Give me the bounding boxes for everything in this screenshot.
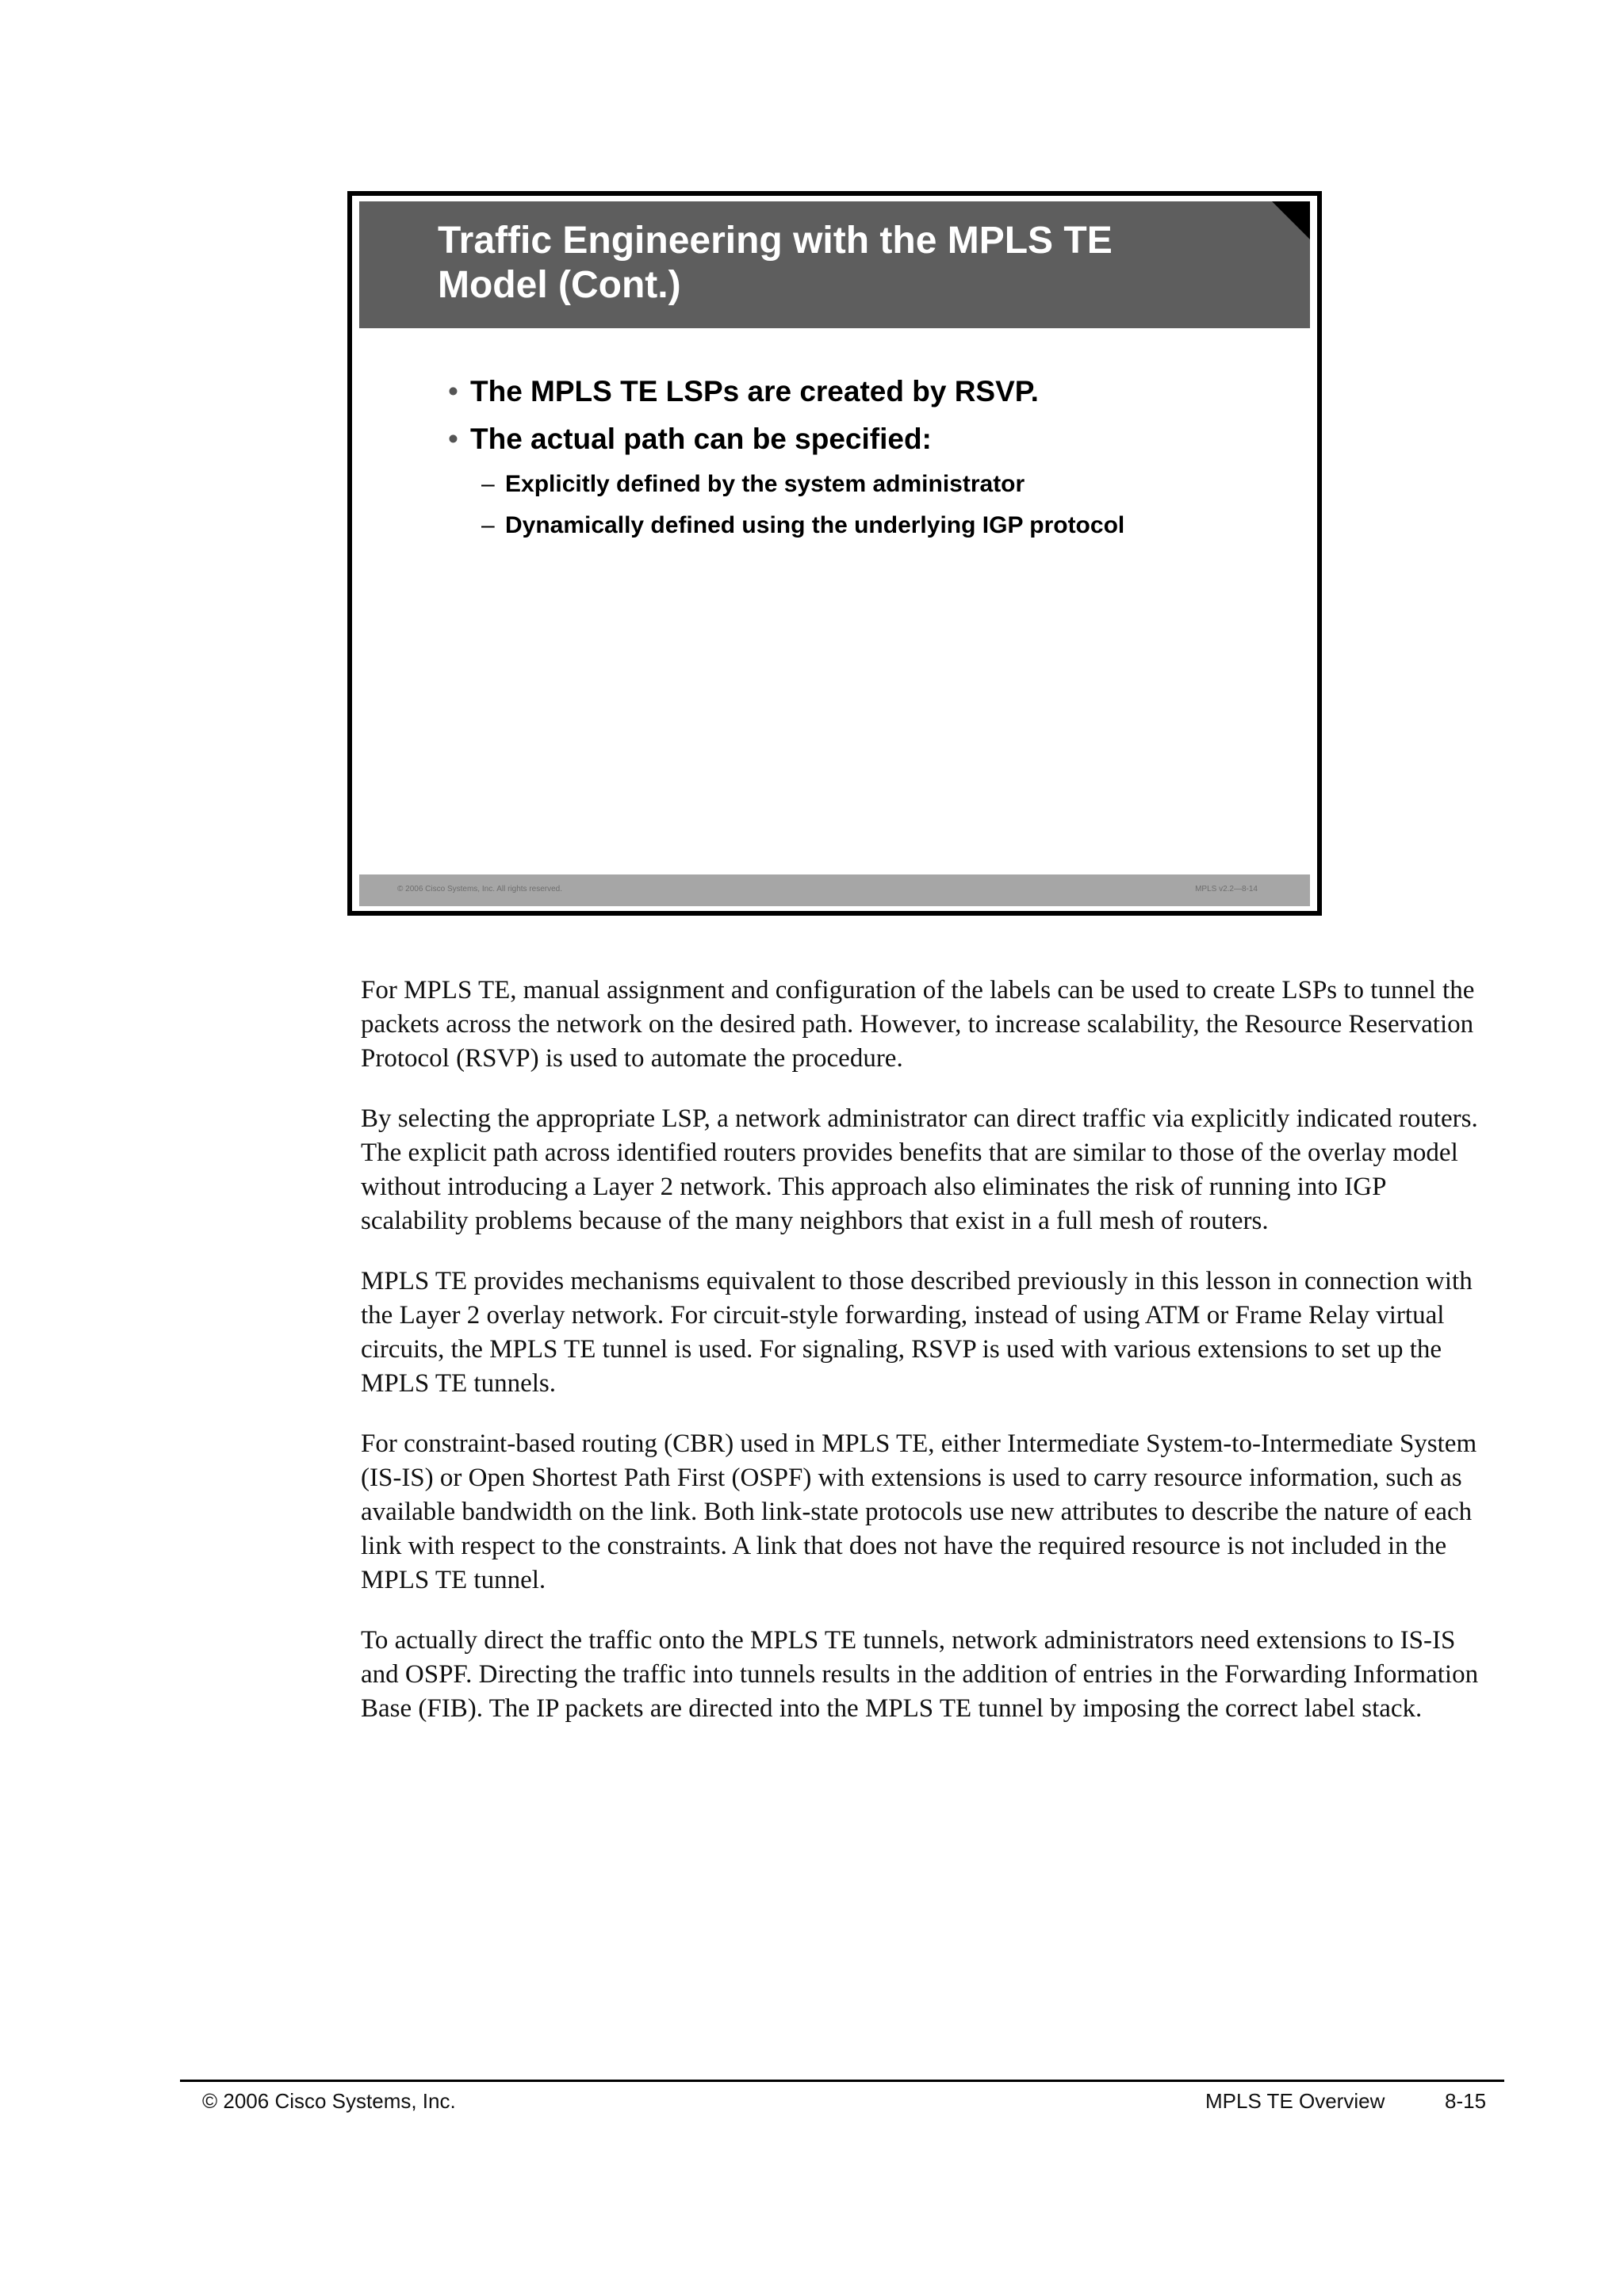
page-number: 8-15 [1445,2089,1487,2113]
body-paragraph: To actually direct the traffic onto the MPLS TE tunnels, network administrators need extensions to IS-IS and OSPF. Directing the traffic into tunnels results in the addition of entries in the Forwarding Information Base (FIB). The IP packets are directed into the MPLS TE tunnel by imposing the correct label stack. [361,1626,1479,1723]
page-footer-copyright: © 2006 Cisco Systems, Inc. [202,2089,456,2113]
slide-bullet [446,422,1287,457]
slide-frame [347,191,1322,916]
bullet-marker: • [448,375,458,408]
page-footer-section: MPLS TE Overview [1205,2089,1385,2113]
slide-bullet-list [446,374,1287,552]
slide-sub-bullet [446,469,1287,499]
slide-bullet-text: The MPLS TE LSPs are created by RSVP. [470,375,1039,408]
slide-sub-bullet-text: Explicitly defined by the system administrator [505,471,1025,497]
slide-bullet [446,374,1287,409]
dash-marker: – [481,512,495,538]
body-paragraph: For constraint-based routing (CBR) used in MPLS TE, either Intermediate System-to-Intermediate System (IS-IS) or Open Shortest Path First (OSPF) with extensions is used to carry resource information, such as available bandwidth on the link. Both link-state protocols use new attributes to describe the nature of each link with respect to the constraints. A link that does not have the required resource is not included in the MPLS TE tunnel. [361,1429,1477,1594]
slide-footer-id: MPLS v2.2—8-14 [1195,885,1258,894]
slide-bullet-text: The actual path can be specified: [470,423,932,455]
body-text [361,974,1495,1752]
slide-footer-copyright: © 2006 Cisco Systems, Inc. All rights reserved. [397,885,563,894]
slide-sub-bullet-text: Dynamically defined using the underlying IGP protocol [505,512,1125,538]
dash-marker: – [481,471,495,497]
body-paragraph: MPLS TE provides mechanisms equivalent to those described previously in this lesson in connection with the Layer 2 overlay network. For circuit-style forwarding, instead of using ATM or Frame Relay virtual circuits, the MPLS TE tunnel is used. For signaling, RSVP is used with various extensions to set up the MPLS TE tunnels. [361,1267,1473,1398]
slide-corner-triangle [1272,201,1310,239]
slide-title: Traffic Engineering with the MPLS TE Model (Cont.) [438,220,1113,306]
bullet-marker: • [448,423,458,455]
slide-footer [359,874,1310,906]
body-paragraph: For MPLS TE, manual assignment and configuration of the labels can be used to create LSPs to tunnel the packets across the network on the desired path. However, to increase scalability, the Resource Reservation Protocol (RSVP) is used to automate the procedure. [361,976,1475,1073]
slide-sub-bullet [446,511,1287,541]
body-paragraph: By selecting the appropriate LSP, a network administrator can direct traffic via explicitly indicated routers. The explicit path across identified routers provides benefits that are similar to those of the overlay model without introducing a Layer 2 network. This approach also eliminates the risk of running into IGP scalability problems because of the many neighbors that exist in a full mesh of routers. [361,1104,1478,1235]
slide-header [359,201,1310,328]
footer-rule [180,2080,1504,2082]
